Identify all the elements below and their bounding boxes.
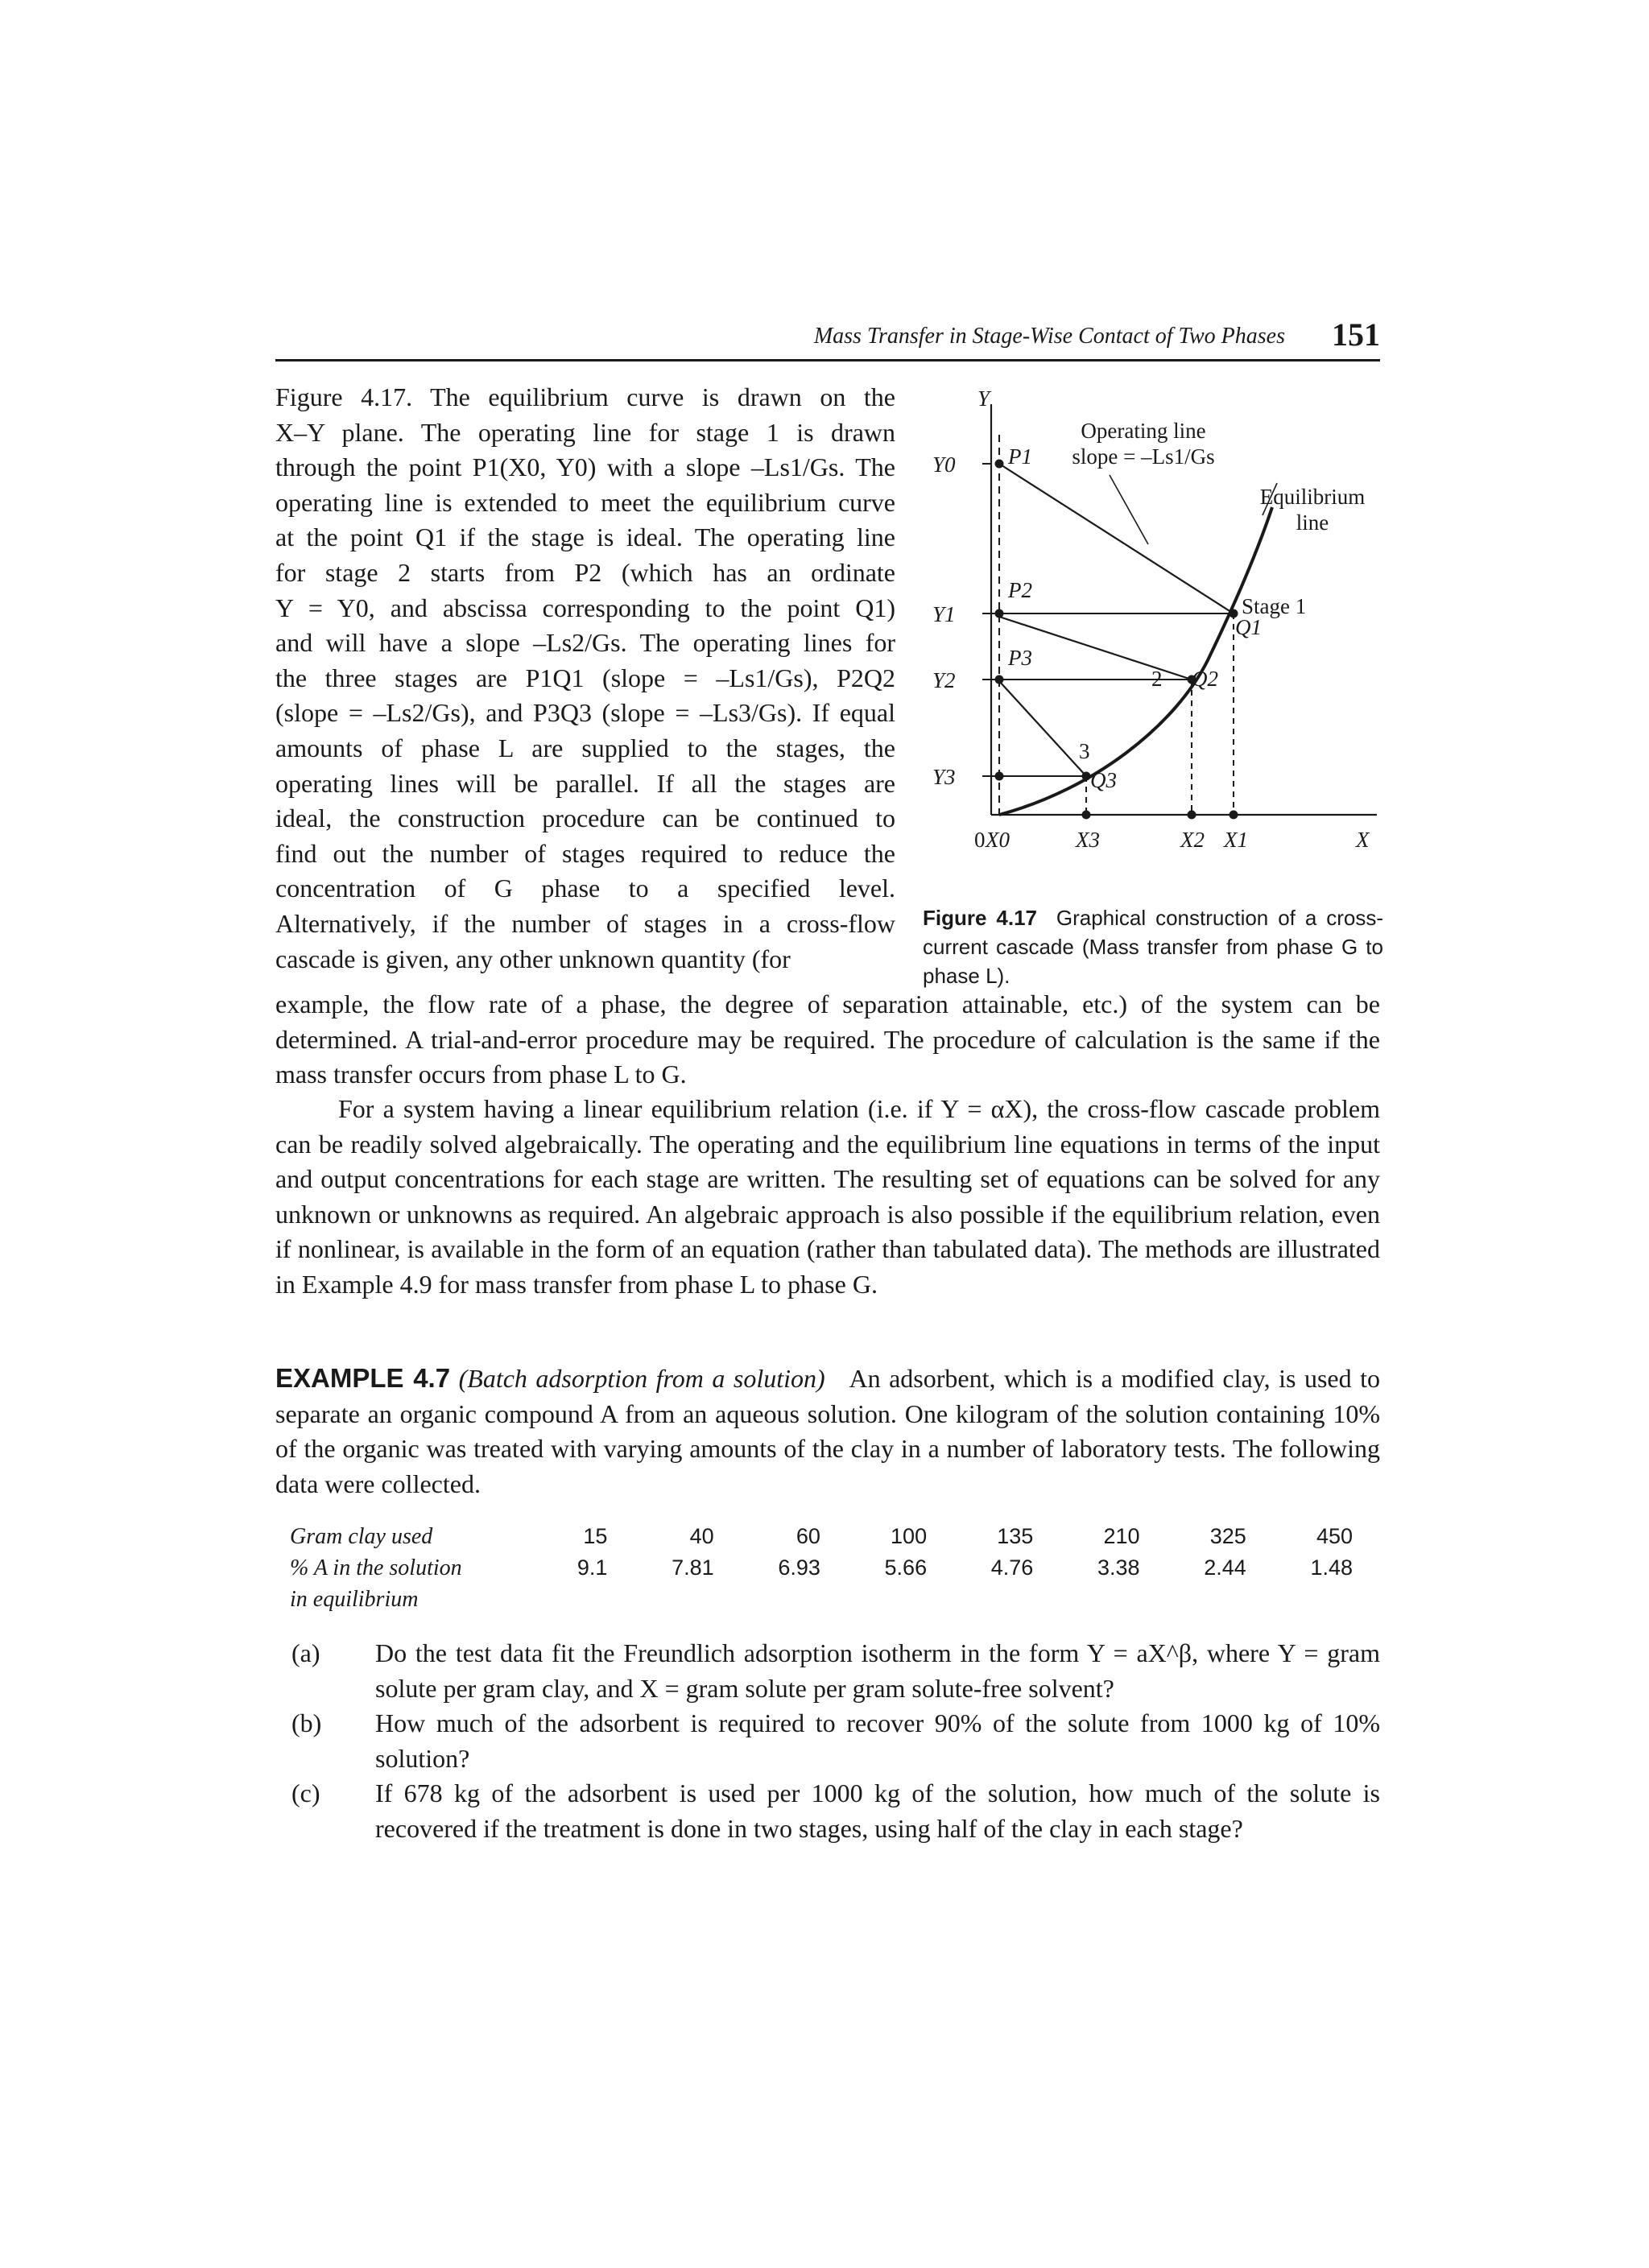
text-line: amounts of phase L are supplied to the stages, the — [275, 733, 895, 762]
point-x2 — [1188, 811, 1196, 820]
operating-line-label: Operating line — [1081, 419, 1206, 443]
table-cell: 135 — [997, 1524, 1034, 1548]
text-line: ideal, the construction procedure can be continued to — [275, 804, 895, 833]
running-head: Mass Transfer in Stage-Wise Contact of Two Phases — [813, 324, 1285, 349]
example-text: An adsorbent, which is a modified clay, is used to separate an organic compound A from an aqueous solution. One kilogram of the solution containing 10% of the organic was treated with varying amounts of the clay in a number of laboratory tests. The following data were collected. — [275, 1364, 1381, 1498]
row-header: Gram clay used — [290, 1524, 433, 1549]
text-line: find out the number of stages required to reduce the — [275, 838, 895, 868]
y-tick-y3: Y3 — [932, 765, 956, 789]
text-line: Alternatively, if the number of stages in a cross-flow — [275, 908, 895, 938]
text-line: Figure 4.17. The equilibrium curve is drawn on the — [275, 382, 895, 411]
point-x3 — [1082, 811, 1091, 820]
equilibrium-label: Equilibrium — [1259, 485, 1366, 509]
table-cell: 4.76 — [990, 1555, 1034, 1580]
question-item — [291, 1706, 1380, 1776]
text-line: (slope = –Ls2/Gs), and P3Q3 (slope = –Ls3/Gs). If equal — [275, 698, 895, 728]
adsorption-data-table — [290, 1524, 1353, 1618]
text-line: the three stages are P1Q1 (slope = –Ls1/Gs), P2Q2 — [275, 663, 895, 692]
point-q3 — [1082, 772, 1091, 781]
label-q1: Q1 — [1235, 615, 1262, 639]
point-p3 — [995, 675, 1004, 684]
paragraph-linear-equilibrium: For a system having a linear equilibrium relation (i.e. if Y = αX), the cross-flow cascade problem can be readily solved algebraically. The operating and the equilibrium line equations in terms of the input and output concentrations for each stage are written. The resulting set of equations can be solved for any unknown or unknowns as required. An algebraic approach is also possible if the equilibrium relation, even if nonlinear, is available in the form of an equation (rather than tabulated data). The methods are illustrated in Example 4.9 for mass transfer from phase L to phase G. — [275, 1094, 1380, 1299]
x-tick-x0: X0 — [986, 828, 1010, 852]
example-label: EXAMPLE 4.7 — [275, 1363, 451, 1393]
x-axis-label: X — [1356, 828, 1370, 852]
table-cell: 60 — [796, 1524, 820, 1548]
paragraph-continuation: example, the flow rate of a phase, the degree of separation attainable, etc.) of the system can be determined. A trial-and-error procedure may be required. The procedure of calculation is the same if the mass transfer occurs from phase L to G. — [275, 989, 1380, 1089]
x-tick-x2: X2 — [1180, 828, 1205, 852]
question-label: (b) — [291, 1708, 322, 1738]
table-cell: 40 — [689, 1524, 714, 1548]
y-tick-y2: Y2 — [932, 668, 956, 692]
table-row — [290, 1587, 1353, 1618]
label-q2: Q2 — [1192, 667, 1218, 691]
wrapped-paragraph — [275, 380, 895, 977]
question-item — [291, 1636, 1380, 1706]
origin-label: 0 — [974, 828, 986, 852]
table-row — [290, 1524, 1353, 1555]
example-4-7 — [275, 1361, 1380, 1502]
question-item — [291, 1776, 1380, 1846]
label-p1: P1 — [1008, 444, 1032, 469]
question-list — [291, 1636, 1380, 1847]
text-line: operating lines will be parallel. If all the stages are — [275, 768, 895, 798]
operating-line-3 — [999, 681, 1086, 776]
caption-label: Figure 4.17 — [923, 906, 1037, 930]
table-cell: 325 — [1209, 1524, 1246, 1548]
text-line: operating line is extended to meet the equilibrium curve — [275, 487, 895, 517]
y-tick-y0: Y0 — [932, 452, 956, 477]
stage-number-3: 3 — [1079, 739, 1090, 763]
figure-caption — [923, 903, 1383, 990]
table-cell: 1.48 — [1310, 1555, 1353, 1580]
example-title: (Batch adsorption from a solution) — [458, 1364, 825, 1393]
text-line: through the point P1(X0, Y0) with a slope –Ls1/Gs. The — [275, 452, 895, 482]
label-q3: Q3 — [1090, 768, 1117, 792]
text-line: at the point Q1 if the stage is ideal. The operating line — [275, 523, 895, 552]
table-row — [290, 1555, 1353, 1587]
text-line: and will have a slope –Ls2/Gs. The operating lines for — [275, 628, 895, 658]
text-line: X–Y plane. The operating line for stage 1 is drawn — [275, 417, 895, 447]
label-p3: P3 — [1008, 646, 1032, 670]
text-line: for stage 2 starts from P2 (which has an ordinate — [275, 557, 895, 587]
point-p2 — [995, 609, 1004, 618]
point-p4 — [995, 772, 1004, 781]
question-label: (c) — [291, 1778, 320, 1808]
stage-number-2: 2 — [1151, 667, 1163, 691]
point-x1 — [1230, 811, 1238, 820]
figure-4-17 — [910, 386, 1385, 894]
table-cell: 15 — [583, 1524, 608, 1548]
text-line: cascade is given, any other unknown quantity (for — [275, 944, 791, 973]
page-number: 151 — [1332, 316, 1380, 353]
stage-1-label: Stage 1 — [1242, 594, 1307, 618]
table-cell: 9.1 — [577, 1555, 608, 1580]
page-header — [275, 316, 1380, 361]
table-cell: 6.93 — [778, 1555, 820, 1580]
equilibrium-label-line: line — [1296, 510, 1329, 535]
y-tick-y1: Y1 — [932, 602, 956, 626]
x-tick-x1: X1 — [1224, 828, 1248, 852]
operating-slope-label: slope = –Ls1/Gs — [1072, 444, 1215, 469]
question-text: How much of the adsorbent is required to recover 90% of the solute from 1000 kg of 10% solution? — [375, 1708, 1380, 1773]
cross-current-diagram — [910, 386, 1385, 894]
table-cell: 3.38 — [1097, 1555, 1140, 1580]
text-line: concentration of G phase to a specified level. — [275, 874, 895, 903]
table-cell: 7.81 — [672, 1555, 714, 1580]
caption-text: Graphical construction of a cross-current cascade (Mass transfer from phase G to phase L). — [923, 906, 1383, 988]
x-tick-x3: X3 — [1076, 828, 1100, 852]
table-cell: 210 — [1103, 1524, 1140, 1548]
question-label: (a) — [291, 1638, 320, 1667]
table-cell: 100 — [891, 1524, 928, 1548]
row-header: % A in the solution — [290, 1555, 462, 1580]
row-header: in equilibrium — [290, 1587, 419, 1612]
label-p2: P2 — [1008, 578, 1032, 602]
table-cell: 450 — [1316, 1524, 1353, 1548]
text-line: Y = Y0, and abscissa corresponding to the point Q1) — [275, 593, 895, 622]
table-cell: 5.66 — [884, 1555, 928, 1580]
point-p1 — [995, 460, 1004, 469]
question-text: Do the test data fit the Freundlich adsorption isotherm in the form Y = aX^β, where Y = gram solute per gram clay, and X = gram solute per gram solute-free solvent? — [375, 1638, 1380, 1703]
y-axis-label: Y — [977, 386, 990, 411]
question-text: If 678 kg of the adsorbent is used per 1000 kg of the solution, how much of the solute is recovered if the treatment is done in two stages, using half of the clay in each stage? — [375, 1778, 1380, 1843]
table-cell: 2.44 — [1204, 1555, 1246, 1580]
